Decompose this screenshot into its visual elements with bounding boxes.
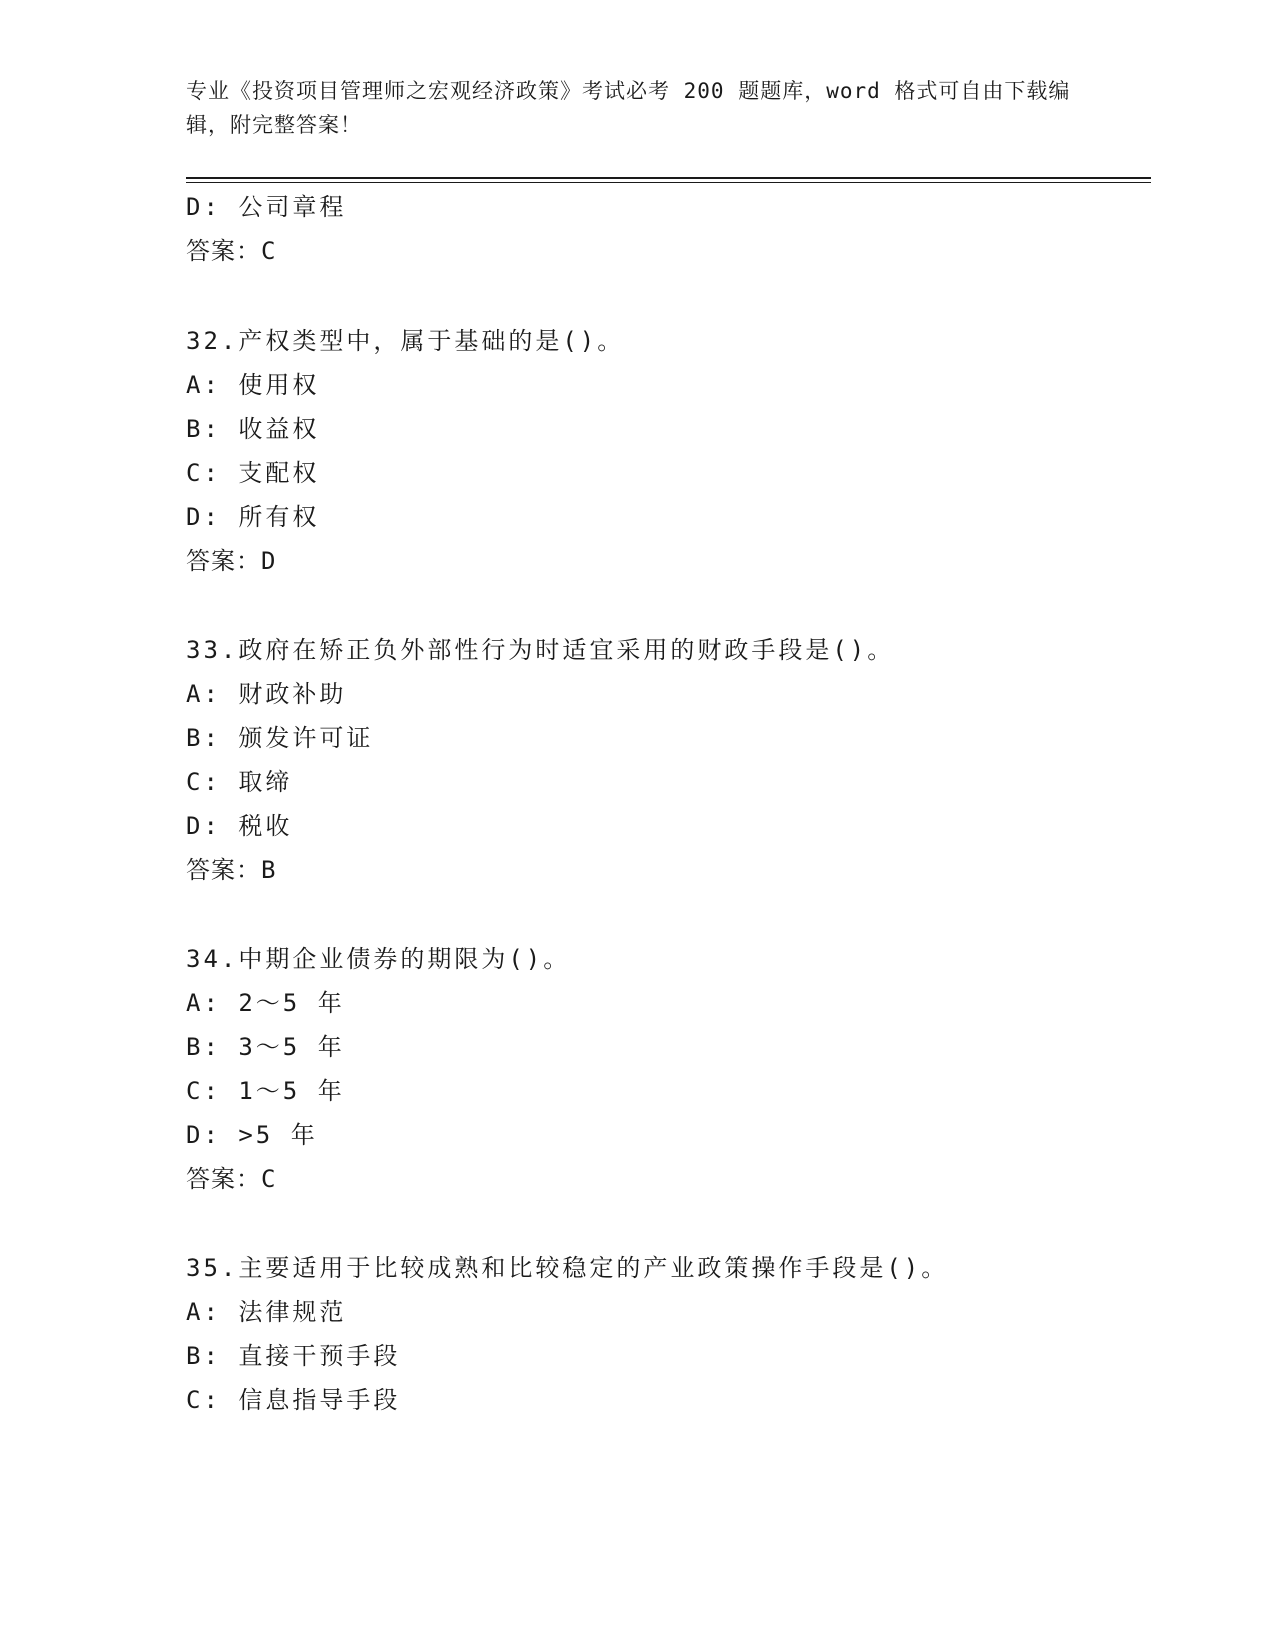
- option-b: B: 3～5 年: [186, 1033, 345, 1061]
- answer-value: C: [261, 237, 277, 265]
- answer-label: 答案：: [186, 547, 261, 575]
- option-a: A: 财政补助: [186, 680, 347, 708]
- option-c: C: 支配权: [186, 459, 320, 487]
- option-b: B: 颁发许可证: [186, 724, 374, 752]
- option-d: D: >5 年: [186, 1121, 318, 1149]
- option-d: D: 税收: [186, 812, 293, 840]
- option-b: B: 直接干预手段: [186, 1342, 401, 1370]
- header-divider-thick: [186, 177, 1151, 179]
- option-d: D: 所有权: [186, 503, 320, 531]
- option-b: B: 收益权: [186, 415, 320, 443]
- answer-line: [186, 545, 276, 577]
- answer-label: 答案：: [186, 237, 261, 265]
- answer-value: D: [261, 547, 277, 575]
- answer-value: C: [261, 1165, 277, 1193]
- answer-value: B: [261, 856, 277, 884]
- option-a: A: 法律规范: [186, 1298, 347, 1326]
- option-c: C: 信息指导手段: [186, 1386, 401, 1414]
- answer-line: [186, 854, 276, 886]
- option-d: D: 公司章程: [186, 193, 347, 221]
- option-c: C: 取缔: [186, 768, 293, 796]
- question-stem: 34.中期企业债券的期限为()。: [186, 945, 571, 973]
- header-divider-thin: [186, 182, 1151, 183]
- answer-label: 答案：: [186, 1165, 261, 1193]
- answer-line: [186, 1163, 276, 1195]
- option-a: A: 使用权: [186, 371, 320, 399]
- answer-label: 答案：: [186, 856, 261, 884]
- option-c: C: 1～5 年: [186, 1077, 345, 1105]
- answer-line: [186, 235, 276, 267]
- option-a: A: 2～5 年: [186, 989, 345, 1017]
- question-stem: 33.政府在矫正负外部性行为时适宜采用的财政手段是()。: [186, 636, 895, 664]
- question-stem: 32.产权类型中，属于基础的是()。: [186, 327, 625, 355]
- document-header: 专业《投资项目管理师之宏观经济政策》考试必考 200 题题库，word 格式可自由下载编辑，附完整答案！: [186, 79, 1071, 137]
- question-stem: 35.主要适用于比较成熟和比较稳定的产业政策操作手段是()。: [186, 1254, 949, 1282]
